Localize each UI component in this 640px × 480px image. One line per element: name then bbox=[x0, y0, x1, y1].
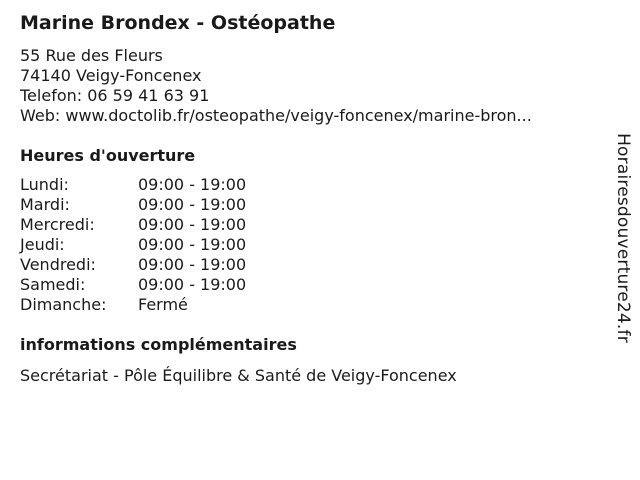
hours-time-value: 09:00 - 19:00 bbox=[138, 255, 247, 274]
hours-day-label: Mardi: bbox=[20, 195, 70, 214]
phone-number[interactable]: Telefon: 06 59 41 63 91 bbox=[20, 86, 210, 105]
hours-row-wednesday bbox=[20, 215, 600, 235]
hours-day-label: Jeudi: bbox=[20, 235, 65, 254]
business-card bbox=[20, 10, 600, 386]
hours-row-sunday bbox=[20, 295, 600, 315]
hours-time-value: 09:00 - 19:00 bbox=[138, 195, 247, 214]
hours-row-tuesday bbox=[20, 195, 600, 215]
hours-day-label: Lundi: bbox=[20, 175, 69, 194]
additional-info-heading: informations complémentaires bbox=[20, 335, 297, 354]
hours-row-thursday bbox=[20, 235, 600, 255]
hours-day-label: Vendredi: bbox=[20, 255, 96, 274]
hours-time-value: 09:00 - 19:00 bbox=[138, 175, 247, 194]
hours-row-friday bbox=[20, 255, 600, 275]
hours-row-saturday bbox=[20, 275, 600, 295]
address-line-city: 74140 Veigy-Foncenex bbox=[20, 66, 202, 85]
hours-time-value: 09:00 - 19:00 bbox=[138, 235, 247, 254]
hours-time-value: Fermé bbox=[138, 295, 188, 314]
hours-day-label: Samedi: bbox=[20, 275, 86, 294]
website-link[interactable]: Web: www.doctolib.fr/osteopathe/veigy-foncenex/marine-bron... bbox=[20, 106, 532, 125]
site-watermark: Horairesdouverture24.fr bbox=[613, 133, 633, 343]
business-name: Marine Brondex - Ostéopathe bbox=[20, 12, 336, 34]
hours-row-monday bbox=[20, 175, 600, 195]
hours-time-value: 09:00 - 19:00 bbox=[138, 275, 247, 294]
hours-day-label: Mercredi: bbox=[20, 215, 95, 234]
opening-hours-heading: Heures d'ouverture bbox=[20, 146, 196, 165]
hours-day-label: Dimanche: bbox=[20, 295, 107, 314]
additional-info-text: Secrétariat - Pôle Équilibre & Santé de Veigy-Foncenex bbox=[20, 366, 457, 385]
opening-hours-table bbox=[20, 175, 600, 315]
hours-time-value: 09:00 - 19:00 bbox=[138, 215, 247, 234]
address-line-street: 55 Rue des Fleurs bbox=[20, 46, 163, 65]
